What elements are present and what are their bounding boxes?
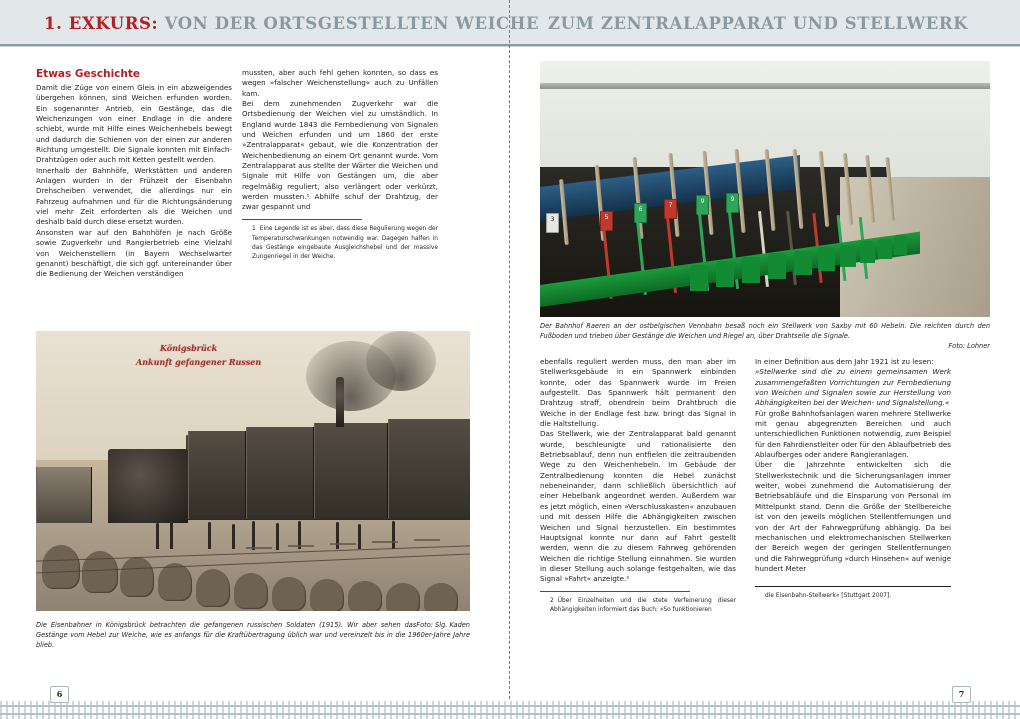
postcard-seated-prisoner — [42, 545, 80, 589]
postcard-seated-prisoner — [424, 583, 458, 611]
paragraph: Ansonsten war auf den Bahnhöfen je nach Größe sowie Zugverkehr und Rangierbetrieb eine Vielzahl von Weichenstellern (in Bayern Wechselwarter genannt) beschäftigt, die sich ggf. untereinander über die Bedienung der Weichen verständigen — [36, 227, 232, 279]
paragraph: ebenfalls reguliert werden muss, den man aber im Stellwerksgebäude in ein Spannwerk einbinden konnte, oder das Spannwerk wurde im Freien aufgestellt. Das Spannwerk hält permanent den Drahtzug straff, obendrein beim Drahtbruch die Weiche in der Endlage fest bzw. bringt das Signal in die Haltstellung. — [540, 357, 736, 429]
track-rail — [0, 705, 1020, 707]
page-number-left: 6 — [50, 686, 69, 703]
postcard-figure — [170, 521, 173, 549]
postcard-sleeper — [246, 547, 272, 549]
postcard-wagon — [188, 431, 246, 519]
postcard-seated-prisoner — [348, 581, 382, 611]
lever-base-block — [794, 251, 812, 275]
photo-raeren-lever-frame — [540, 61, 990, 317]
postcard-figure — [252, 521, 255, 550]
postcard-sleeper — [372, 541, 398, 543]
postcard-figure — [392, 521, 395, 549]
postcard-seated-prisoner — [196, 569, 230, 607]
lever-base-block — [878, 239, 892, 259]
lever-base-block — [818, 247, 835, 271]
lever-base-block — [690, 265, 708, 291]
lever-base-block — [894, 235, 907, 255]
lever-base-block — [860, 241, 875, 263]
track-sleepers — [0, 701, 1020, 719]
postcard-sleeper — [414, 539, 440, 541]
paragraph: mussten, aber auch fehl gehen konnten, so dass es wegen »falscher Weichenstellung« auch zu Unfällen kam. — [242, 68, 438, 98]
excursus-number: 1. EXKURS: — [44, 14, 159, 33]
postcard-figure — [276, 523, 279, 550]
postcard-sleeper — [330, 543, 356, 545]
postcard-seated-prisoner — [234, 573, 268, 609]
lever-base-block — [716, 261, 734, 287]
page-left — [0, 47, 510, 719]
column-3 — [540, 357, 736, 616]
footer — [0, 685, 1020, 719]
lever-number-plate: 9 — [696, 195, 709, 215]
photo-credit: Foto: Lohner — [948, 342, 990, 350]
postcard-seated-prisoner — [120, 557, 154, 597]
block-quote: »Stellwerke sind die zu einem gemeinsamen Werk zusammengefaßten Vorrichtungen zur Fernbedienung von Weichen und Signalen sowie zur Herstellung von Abhängigkeiten bei der Weichen- und Signalstellung.« — [755, 367, 951, 408]
postcard-locomotive — [108, 449, 188, 523]
paragraph: Bei dem zunehmenden Zugverkehr war die Ortsbedienung der Weichen viel zu umständlich. In England wurde 1843 die Fernbedienung von Signalen und Weichen erfunden und um 1860 der erste »Zentralapparat« gebaut, wie die Konzentration der Weichenbedienung an einem Ort genannt wurde. Vom Zentralapparat aus stellte der Wärter die Weichen und Signale mit Hilfe von Gestängen um, die aber regelmäßig reguliert, also verlängert oder verkürzt, werden mussten.¹ Abhilfe schuf der Drahtzug, der zwar gespannt und — [242, 99, 438, 212]
paragraph: In einer Definition aus dem Jahr 1921 ist zu lesen: — [755, 357, 934, 366]
postcard-figure — [156, 523, 159, 549]
footnote — [242, 225, 438, 262]
running-head-right: ZUM ZENTRALAPPARAT UND STELLWERK — [548, 14, 969, 33]
postcard-sleeper — [288, 545, 314, 547]
running-head-left — [44, 14, 539, 33]
track-rail — [0, 713, 1020, 715]
lever-base-block — [840, 245, 856, 267]
column-1 — [36, 68, 232, 280]
footnote-text: Eine Legende ist es aber, dass diese Regulierung wegen der Temperaturschwankungen notwendig war. Dagegen halfen in das Gestänge eingebaute Ausgleichshebel und der massive Zungenriegel in der Weiche. — [252, 226, 438, 261]
lever-number-plate: 3 — [546, 213, 559, 233]
track-graphic — [0, 701, 1020, 719]
postcard-wagon — [388, 419, 470, 519]
postcard-figure — [232, 524, 235, 549]
paragraph: Über die Jahrzehnte entwickelten sich die Stellwerkstechnik und die Sicherungsanlagen immer weiter, wobei zunehmend die Automatisierung der Betriebsabläufe und die Einsparung von Personal im Mittelpunkt stand. Denn die Größe der Stellbereiche ist von den jeweils möglichen Stellentfernungen und von der Art der Fahrwegprüfung abhängig. Da bei mechanischen und elektromechanischen Stellwerken der Bereich wegen der geringen Stellentfernungen und die Fahrwegprüfung »durch Hinsehen« auf wenige hundert Meter — [755, 460, 951, 573]
postcard-seated-prisoner — [386, 583, 420, 611]
footnote-rule — [755, 586, 951, 587]
postcard-wagon — [36, 467, 92, 523]
footnote-number: 2 — [550, 598, 554, 605]
page-number-right: 7 — [952, 686, 971, 703]
paragraph: Das Stellwerk, wie der Zentralapparat bald genannt wurde, beschleunigte und rationalisierte den Betriebsablauf, denn nun entfielen die zeitraubenden Wege zu den Weichenhebeln. Im Gebäude der Zentralbedienung konnten die Hebel zunächst nebeneinander, dann schließlich übersichtlich auf einer Hebelbank angeordnet werden. Außerdem war es jetzt möglich, einen »Verschlusskasten« anzubauen und mit dessen Hilfe die Abhängigkeiten zwischen Weichen und Signal herzustellen. Ein bestimmtes Hauptsignal konnte nur dann auf Fahrt gestellt werden, wenn die zu diesem Fahrweg gehörenden Weichen die richtige Stellung einnahmen. Sie wurden in dieser Stellung auch solange festgehalten, wie das Signal »Fahrt« anzeigte.² — [540, 429, 736, 584]
postcard-wagon — [246, 427, 314, 519]
postcard-wagon — [314, 423, 388, 519]
postcard-figure — [336, 522, 339, 549]
lever-number-plate: 7 — [664, 199, 677, 219]
caption-text: Die Eisenbahner in Königsbrück betrachten die gefangenen russischen Soldaten (1915). Wir aber sehen das Gestänge vom Hebel zur Weiche, wie es anfangs für die Kraftübertragung üblich war und vereinzelt bis in die 1960er-Jahre Jahre blieb. — [36, 621, 470, 649]
postcard-seated-prisoner — [158, 563, 192, 601]
postcard-loco-chimney — [336, 377, 344, 427]
column-4 — [755, 357, 951, 601]
paragraph: Innerhalb der Bahnhöfe, Werkstätten und anderen Anlagen wurden in der Frühzeit der Eisenbahn Drehscheiben verwendet, die allerdings nur ein Fahrzeug aufnahmen und für die Richtungsänderung viel mehr Zeit erforderten als die Weichen und deshalb bald durch diese ersetzt wurden. — [36, 165, 232, 227]
ceiling-beam — [540, 83, 990, 89]
caption-postcard — [36, 620, 470, 650]
postcard-figure — [358, 524, 361, 549]
footnote-rule — [540, 591, 690, 593]
postcard-overlay-line-2: Ankunft gefangener Russen — [136, 357, 262, 367]
section-title: Etwas Geschichte — [36, 68, 141, 80]
photo-credit: Foto: Slg. Kaden — [416, 621, 470, 629]
postcard-smoke — [366, 331, 436, 391]
column-2 — [242, 68, 438, 262]
lever-base-block — [768, 253, 786, 279]
caption-lever-frame — [540, 321, 990, 351]
footnote-rule — [242, 219, 362, 221]
postcard-seated-prisoner — [272, 577, 306, 611]
postcard-seated-prisoner — [310, 579, 344, 611]
postcard-figure — [208, 522, 211, 549]
postcard-overlay-line-1: Königsbrück — [160, 343, 218, 353]
lever-base-block — [742, 257, 760, 283]
footnote-continued: die Eisenbahn-Stellwerk« [Stuttgart 2007]. — [765, 593, 892, 600]
lever-number-plate: 5 — [600, 211, 613, 231]
paragraph: Damit die Züge von einem Gleis in ein abzweigendes übergehen können, sind Weichen erfunden worden. Ein sogenannter Antrieb, ein Gestänge, das die Weichenzungen von einer Endlage in die andere schiebt, wurde mit Hilfe eines Weichenhebels bewegt und dadurch die Schienen von der einen zur anderen Richtung umgestellt. Die Signale konnten mit Einfach-Drahtzügen oder auch mit Ketten gestellt werden. — [36, 83, 232, 165]
page-right — [510, 47, 1020, 719]
footnote-number: 1 — [252, 226, 256, 233]
lever-number-plate: 9 — [726, 193, 739, 213]
running-head-left-title: VON DER ORTSGESTELLTEN WEICHE — [164, 14, 540, 33]
caption-text: Der Bahnhof Raeren an der ostbelgischen Vennbahn besaß noch ein Stellwerk von Saxby mit 60 Hebeln. Die reichten durch den Fußboden und trieben über Gestänge die Weichen und Riegel an, über Drahtseile die Signale. — [540, 322, 990, 340]
paragraph: Für große Bahnhofsanlagen waren mehrere Stellwerke mit genau abgegrenzten Bereichen und auch unterschiedlichen Funktionen notwendig, zum Beispiel für den Fahrdienstleiter oder für den Ablaufbetrieb des Ablaufberges oder andere Rangieranlagen. — [755, 408, 951, 460]
footnote-text: Über Einzelheiten und die stete Verfeinerung dieser Abhängigkeiten informiert das Buch: »So funktionieren — [550, 598, 736, 614]
photo-koenigsbrueck-postcard — [36, 331, 470, 611]
footnote — [540, 597, 736, 615]
lever-number-plate: 6 — [634, 203, 647, 223]
